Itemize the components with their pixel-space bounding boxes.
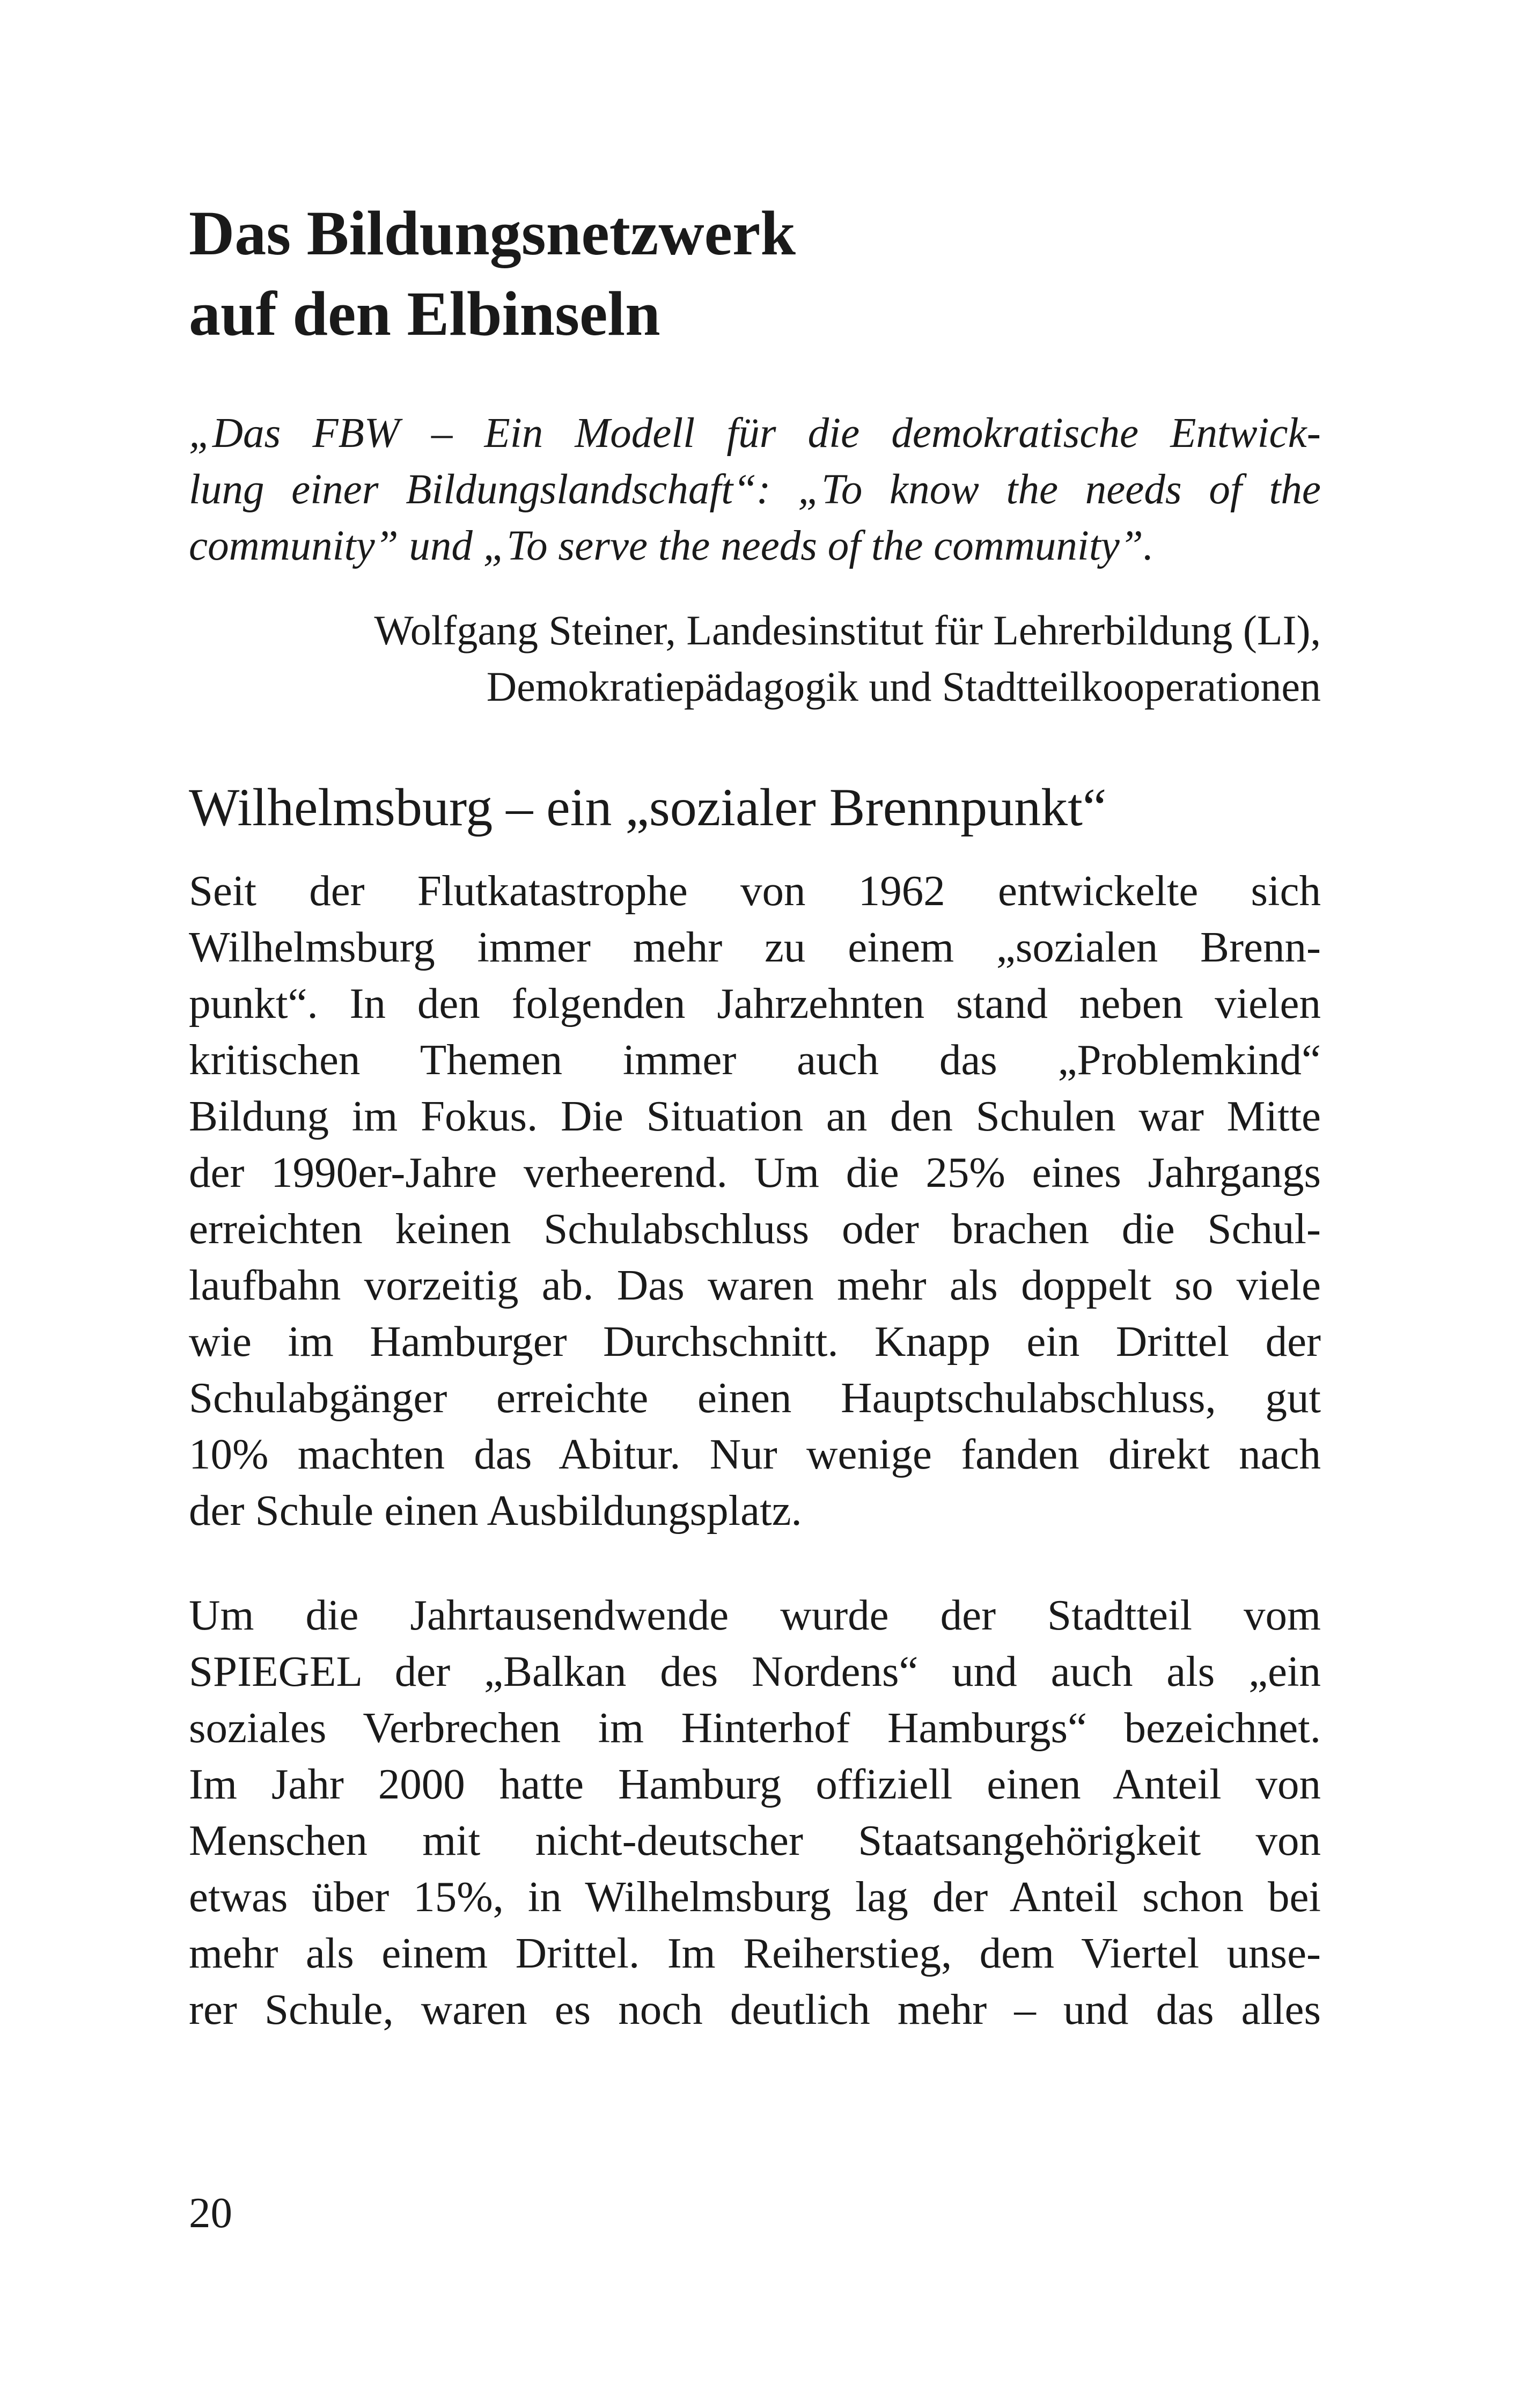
chapter-title-line: Das Bildungsnetzwerk [189, 198, 796, 268]
paragraph-line: wie im Hamburger Durchschnitt. Knapp ein Drittel der [189, 1317, 1321, 1365]
chapter-title-line: auf den Elbinseln [189, 278, 660, 349]
paragraph-line: der Schule einen Ausbildungsplatz. [189, 1486, 802, 1535]
paragraph-line: kritischen Themen immer auch das „Problemkind“ [189, 1036, 1321, 1084]
epigraph-line: community” und „To serve the needs of the community”. [189, 523, 1154, 569]
paragraph-line: Um die Jahrtausendwende wurde der Stadtteil vom [189, 1591, 1321, 1639]
paragraph-line: soziales Verbrechen im Hinterhof Hamburgs“ bezeichnet. [189, 1704, 1321, 1752]
paragraph-line: Schulabgänger erreichte einen Hauptschulabschluss, gut [189, 1374, 1321, 1422]
page-number: 20 [189, 2189, 232, 2237]
paragraph-line: SPIEGEL der „Balkan des Nordens“ und auch als „ein [189, 1647, 1321, 1695]
chapter-title [189, 193, 1316, 354]
section-heading: Wilhelmsburg – ein „sozialer Brennpunkt“ [189, 777, 1107, 837]
paragraph-line: der 1990er-Jahre verheerend. Um die 25% eines Jahrgangs [189, 1148, 1321, 1196]
epigraph-quote [189, 405, 1321, 574]
paragraph-line: mehr als einem Drittel. Im Reiherstieg, dem Viertel unse- [189, 1929, 1321, 1977]
paragraph-line: Seit der Flutkatastrophe von 1962 entwickelte sich [189, 867, 1321, 915]
paragraph-line: 10% machten das Abitur. Nur wenige fanden direkt nach [189, 1430, 1321, 1478]
attribution-line: Demokratiepädagogik und Stadtteilkooperationen [486, 663, 1321, 710]
paragraph-line: Menschen mit nicht-deutscher Staatsangehörigkeit von [189, 1816, 1321, 1864]
attribution-line: Wolfgang Steiner, Landesinstitut für Lehrerbildung (LI), [374, 607, 1321, 654]
epigraph-line: lung einer Bildungslandschaft“: „To know the needs of the [189, 466, 1321, 513]
paragraph-line: etwas über 15%, in Wilhelmsburg lag der Anteil schon bei [189, 1873, 1321, 1921]
body-paragraph [189, 863, 1321, 1539]
body-paragraph [189, 1587, 1321, 2038]
epigraph-attribution [189, 602, 1321, 715]
epigraph-line: „Das FBW – Ein Modell für die demokratische Entwick- [189, 410, 1321, 457]
paragraph-line: Im Jahr 2000 hatte Hamburg offiziell einen Anteil von [189, 1760, 1321, 1808]
paragraph-line: erreichten keinen Schulabschluss oder brachen die Schul- [189, 1205, 1321, 1253]
paragraph-line: laufbahn vorzeitig ab. Das waren mehr als doppelt so viele [189, 1261, 1321, 1309]
paragraph-line: Bildung im Fokus. Die Situation an den Schulen war Mitte [189, 1092, 1321, 1140]
paragraph-line: punkt“. In den folgenden Jahrzehnten stand neben vielen [189, 979, 1321, 1027]
paragraph-line: Wilhelmsburg immer mehr zu einem „sozialen Brenn- [189, 923, 1321, 971]
paragraph-line: rer Schule, waren es noch deutlich mehr – und das alles [189, 1985, 1321, 2033]
